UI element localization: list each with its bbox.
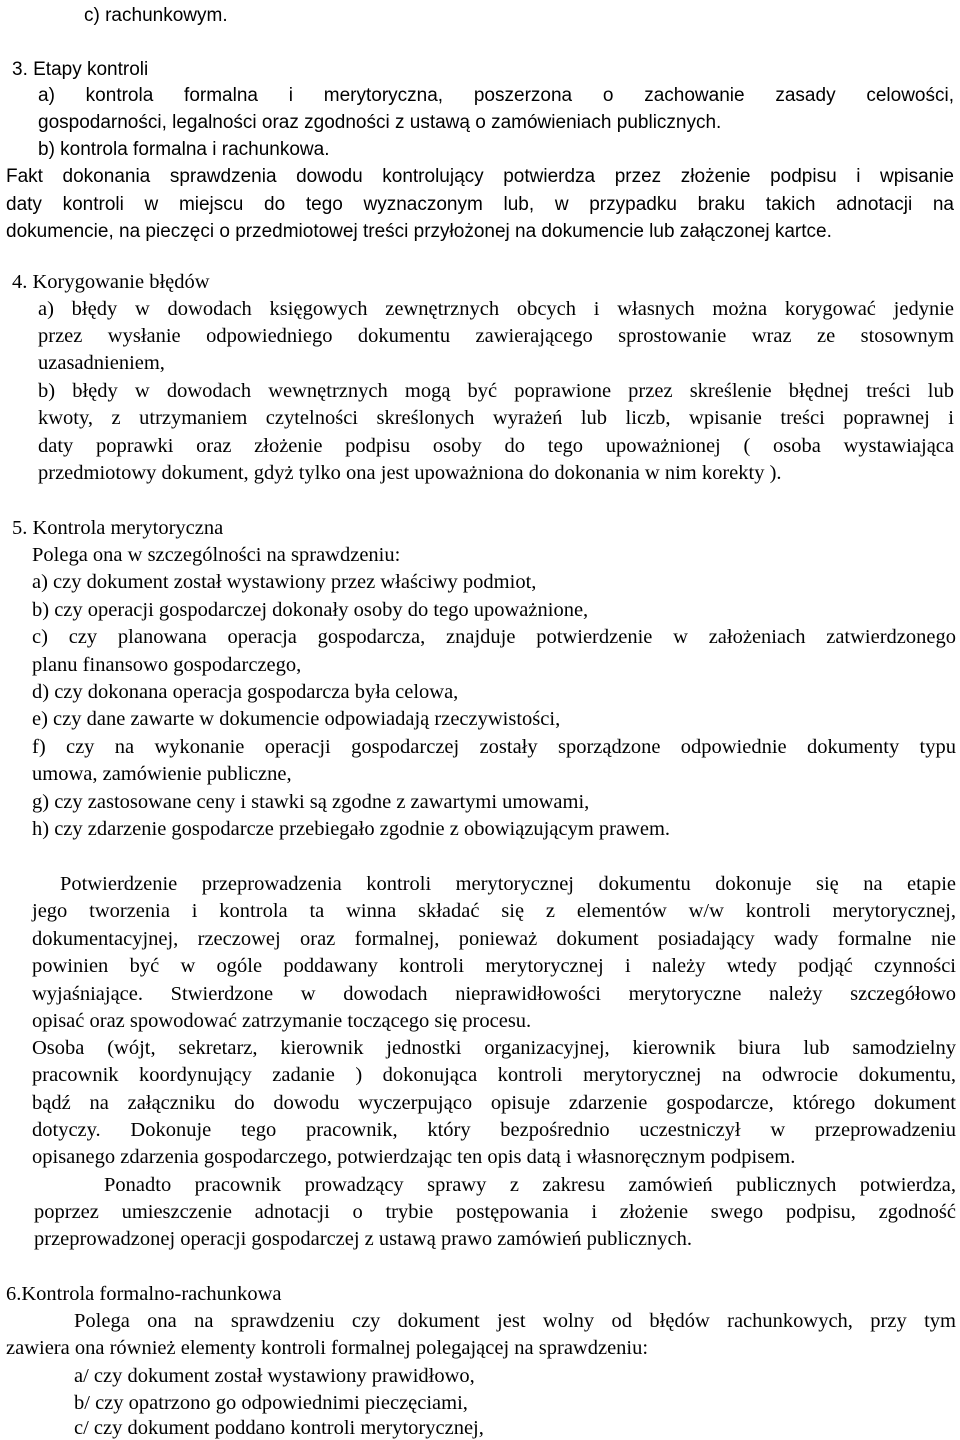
section-5-paragraph2-line2: pracownik koordynujący zadanie ) dokonująca kontroli merytorycznej na odwrocie dokumentu, xyxy=(32,1064,956,1086)
list-item-c-rachunkowym: c) rachunkowym. xyxy=(84,5,228,26)
section-5-item-e: e) czy dane zawarte w dokumencie odpowiadają rzeczywistości, xyxy=(32,708,561,730)
section-3-paragraph-line3: dokumencie, na pieczęci o przedmiotowej treści przyłożonej na dokumencie lub załączonej kartce. xyxy=(6,221,832,242)
section-5-item-f-line2: umowa, zamówienie publiczne, xyxy=(32,763,292,785)
section-4-heading: 4. Korygowanie błędów xyxy=(12,271,210,293)
section-5-item-c-line2: planu finansowo gospodarczego, xyxy=(32,654,302,676)
section-5-paragraph3-line2: poprzez umieszczenie adnotacji o trybie postępowania i złożenie swego podpisu, zgodność xyxy=(34,1201,956,1223)
section-5-heading: 5. Kontrola merytoryczna xyxy=(12,517,224,539)
section-6-heading: 6.Kontrola formalno-rachunkowa xyxy=(6,1283,282,1305)
section-5-item-a: a) czy dokument został wystawiony przez właściwy podmiot, xyxy=(32,571,537,593)
section-4-item-b-line3: daty poprawki oraz złożenie podpisu osoby do tego upoważnionej ( osoba wystawiająca xyxy=(38,435,954,457)
section-5-paragraph2-line4: dotyczy. Dokonuje tego pracownik, który bezpośrednio uczestniczył w przeprowadzeniu xyxy=(32,1119,956,1141)
section-3-item-a-line2: gospodarności, legalności oraz zgodności z ustawą o zamówieniach publicznych. xyxy=(38,112,722,133)
section-5-paragraph1-line1: Potwierdzenie przeprowadzenia kontroli merytorycznej dokumentu dokonuje się na etapie xyxy=(60,873,956,895)
section-5-paragraph3-line3: przeprowadzonej operacji gospodarczej z ustawą prawo zamówień publicznych. xyxy=(34,1228,692,1250)
section-5-item-b: b) czy operacji gospodarczej dokonały osoby do tego upoważnione, xyxy=(32,599,589,621)
section-3-item-b: b) kontrola formalna i rachunkowa. xyxy=(38,139,330,160)
section-5-paragraph2-line1: Osoba (wójt, sekretarz, kierownik jednostki organizacyjnej, kierownik biura lub samodzielny xyxy=(32,1037,956,1059)
section-5-item-g: g) czy zastosowane ceny i stawki są zgodne z zawartymi umowami, xyxy=(32,791,590,813)
section-4-item-a-line1: a) błędy w dowodach księgowych zewnętrznych obcych i własnych można korygować jedynie xyxy=(38,298,954,320)
section-5-item-h: h) czy zdarzenie gospodarcze przebiegało zgodnie z obowiązującym prawem. xyxy=(32,818,671,840)
section-3-paragraph-line2: daty kontroli w miejscu do tego wyznaczonym lub, w przypadku braku takich adnotacji na xyxy=(6,194,954,215)
section-5-intro: Polega ona w szczególności na sprawdzeniu: xyxy=(32,544,401,566)
section-6-item-c: c/ czy dokument poddano kontroli merytorycznej, xyxy=(74,1417,484,1439)
section-4-item-a-line3: uzasadnieniem, xyxy=(38,352,165,374)
section-5-paragraph1-line6: opisać oraz spowodować zatrzymanie toczącego się procesu. xyxy=(32,1010,532,1032)
section-4-item-b-line1: b) błędy w dowodach wewnętrznych mogą być poprawione przez skreślenie błędnej treści lub xyxy=(38,380,954,402)
section-5-paragraph3-line1: Ponadto pracownik prowadzący sprawy z zakresu zamówień publicznych potwierdza, xyxy=(104,1174,956,1196)
section-6-item-a: a/ czy dokument został wystawiony prawidłowo, xyxy=(74,1365,475,1387)
section-6-item-b: b/ czy opatrzono go odpowiednimi pieczęciami, xyxy=(74,1392,468,1414)
section-5-item-d: d) czy dokonana operacja gospodarcza była celowa, xyxy=(32,681,459,703)
section-5-paragraph2-line3: bądź na załączniku do dowodu wyczerpująco opisuje zdarzenie gospodarcze, którego dokument xyxy=(32,1092,956,1114)
section-5-paragraph1-line5: wyjaśniające. Stwierdzone w dowodach nieprawidłowości merytoryczne należy szczegółowo xyxy=(32,983,956,1005)
section-3-paragraph-line1: Fakt dokonania sprawdzenia dowodu kontrolujący potwierdza przez złożenie podpisu i wpisanie xyxy=(6,166,954,187)
section-5-paragraph1-line2: jego tworzenia i kontrola ta winna składać się z elementów w/w kontroli merytorycznej, xyxy=(32,900,956,922)
section-4-item-a-line2: przez wysłanie odpowiedniego dokumentu zawierającego sprostowanie wraz ze stosownym xyxy=(38,325,954,347)
section-3-item-a-line1: a) kontrola formalna i merytoryczna, poszerzona o zachowanie zasady celowości, xyxy=(38,85,954,106)
section-5-item-f-line1: f) czy na wykonanie operacji gospodarczej zostały sporządzone odpowiednie dokumenty typu xyxy=(32,736,956,758)
section-6-paragraph-line1: Polega ona na sprawdzeniu czy dokument jest wolny od błędów rachunkowych, przy tym xyxy=(74,1310,956,1332)
section-4-item-b-line2: kwoty, z utrzymaniem czytelności skreślonych wyrażeń lub liczb, wpisanie treści poprawnej i xyxy=(38,407,954,429)
section-3-heading: 3. Etapy kontroli xyxy=(12,59,149,80)
section-5-paragraph1-line3: dokumentacyjnej, rzeczowej oraz formalnej, ponieważ dokument posiadający wady formalne nie xyxy=(32,928,956,950)
section-5-item-c-line1: c) czy planowana operacja gospodarcza, znajduje potwierdzenie w założeniach zatwierdzonego xyxy=(32,626,956,648)
section-4-item-b-line4: przedmiotowy dokument, gdyż tylko ona jest upoważniona do dokonania w nim korekty ). xyxy=(38,462,782,484)
section-5-paragraph1-line4: powinien być w ogóle poddawany kontroli merytorycznej i należy wtedy podjąć czynności xyxy=(32,955,956,977)
section-6-paragraph-line2: zawiera ona również elementy kontroli formalnej polegającej na sprawdzeniu: xyxy=(6,1337,649,1359)
section-5-paragraph2-line5: opisanego zdarzenia gospodarczego, potwierdzając ten opis datą i własnoręcznym podpisem. xyxy=(32,1146,796,1168)
